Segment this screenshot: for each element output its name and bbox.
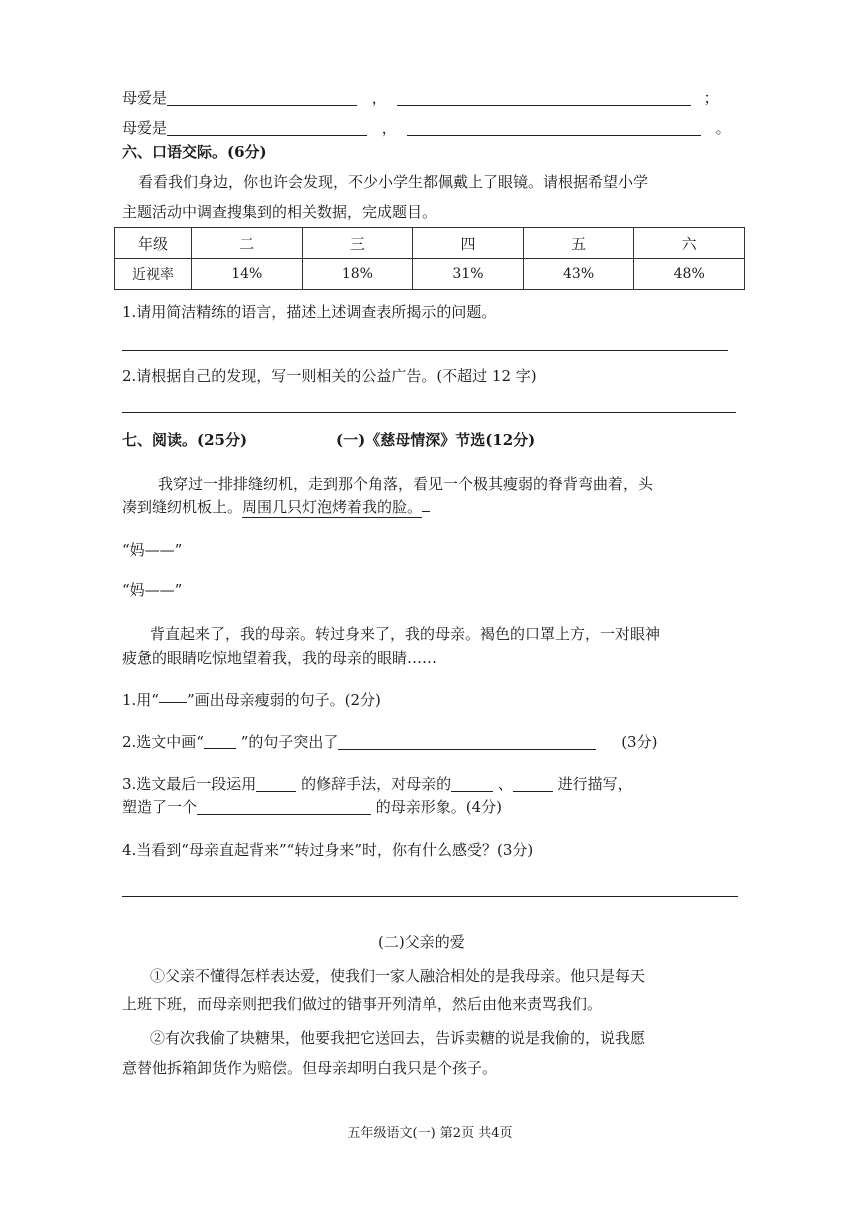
reading-1-question-3-cont: 塑造了一个 的母亲形象。(4分): [122, 798, 503, 816]
fill-line-2: 母爱是 ， 。: [122, 119, 731, 137]
call-line: “妈——”: [122, 581, 183, 599]
answer-blank[interactable]: [513, 775, 553, 792]
answer-line[interactable]: [122, 412, 736, 413]
section-6-question-1: 1.请用简洁精练的语言，描述上述调查表所揭示的问题。: [122, 303, 497, 321]
reading-1-question-1: 1.用“ ”画出母亲瘦弱的句子。(2分): [122, 691, 381, 709]
table-cell: 18%: [302, 259, 413, 290]
table-header-row: [115, 228, 745, 259]
section-7-heading: 七、阅读。(25分): [122, 431, 248, 449]
answer-line[interactable]: [122, 350, 728, 351]
passage-2-para-1-line-1: ①父亲不懂得怎样表达爱，使我们一家人融洽相处的是我母亲。他只是每天: [150, 967, 646, 985]
answer-blank[interactable]: [167, 89, 357, 106]
underlined-sentence: 周围几只灯泡烤着我的脸。: [242, 498, 423, 516]
table-cell: 六: [634, 228, 745, 259]
answer-blank[interactable]: [197, 798, 371, 815]
fill-prefix: 母爱是: [122, 89, 168, 107]
passage-1-para-2-line-2: 疲惫的眼睛吃惊地望着我，我的母亲的眼睛……: [122, 649, 438, 667]
section-6-intro-line-1: 看看我们身边，你也许会发现，不少小学生都佩戴上了眼镜。请根据希望小学: [138, 173, 649, 191]
passage-1-para-1-line-2: 凑到缝纫机板上。周围几只灯泡烤着我的脸。: [122, 497, 430, 517]
reading-2-title: (二)父亲的爱: [378, 933, 465, 951]
table-cell: 14%: [192, 259, 303, 290]
fill-line-1: 母爱是 ， ；: [122, 89, 719, 107]
table-cell: 年级: [115, 228, 192, 259]
table-cell: 五: [523, 228, 634, 259]
table-cell: 四: [413, 228, 524, 259]
myopia-table: [114, 227, 745, 290]
section-6-question-2: 2.请根据自己的发现，写一则相关的公益广告。(不超过 12 字): [122, 367, 537, 385]
answer-blank[interactable]: [256, 775, 296, 792]
passage-1-para-1-line-1: 我穿过一排排缝纫机，走到那个角落，看见一个极其瘦弱的脊背弯曲着，头: [158, 475, 654, 493]
passage-2-para-2-line-2: 意替他拆箱卸货作为赔偿。但母亲却明白我只是个孩子。: [122, 1059, 498, 1077]
table-cell: 三: [302, 228, 413, 259]
table-cell: 31%: [413, 259, 524, 290]
table-row: [115, 259, 745, 290]
reading-1-question-4: 4.当看到“母亲直起背来”“转过身来”时，你有什么感受？(3分): [122, 841, 534, 859]
answer-blank[interactable]: [167, 119, 367, 136]
answer-line[interactable]: [122, 896, 738, 897]
passage-2-para-2-line-1: ②有次我偷了块糖果，他要我把它送回去，告诉卖糖的说是我偷的，说我愿: [150, 1029, 646, 1047]
reading-1-title: (一)《慈母情深》节选(12分): [336, 431, 536, 449]
answer-blank[interactable]: [397, 89, 691, 106]
page-footer: 五年级语文(一) 第2页 共4页: [347, 1126, 513, 1141]
table-cell: 48%: [634, 259, 745, 290]
reading-1-question-3: 3.选文最后一段运用 的修辞手法，对母亲的 、 进行描写，: [122, 775, 633, 793]
section-6-intro-line-2: 主题活动中调查搜集到的相关数据，完成题目。: [122, 203, 438, 221]
table-cell: 近视率: [115, 259, 192, 290]
answer-blank[interactable]: [451, 775, 493, 792]
fill-prefix: 母爱是: [122, 119, 168, 137]
passage-1-para-2-line-1: 背直起来了，我的母亲。转过身来了，我的母亲。褐色的口罩上方，一对眼神: [150, 625, 661, 643]
section-6-heading: 六、口语交际。(6分): [122, 143, 267, 161]
reading-1-question-2: 2.选文中画“ ”的句子突出了 (3分): [122, 733, 658, 751]
passage-2-para-1-line-2: 上班下班，而母亲则把我们做过的错事开列清单，然后由他来责骂我们。: [122, 995, 603, 1013]
straight-line-sample: [204, 734, 236, 749]
answer-blank[interactable]: [407, 119, 701, 136]
wavy-line-sample: [159, 692, 187, 703]
table-cell: 43%: [523, 259, 634, 290]
answer-blank[interactable]: [338, 733, 596, 750]
table-cell: 二: [192, 228, 303, 259]
call-line: “妈——”: [122, 541, 183, 559]
